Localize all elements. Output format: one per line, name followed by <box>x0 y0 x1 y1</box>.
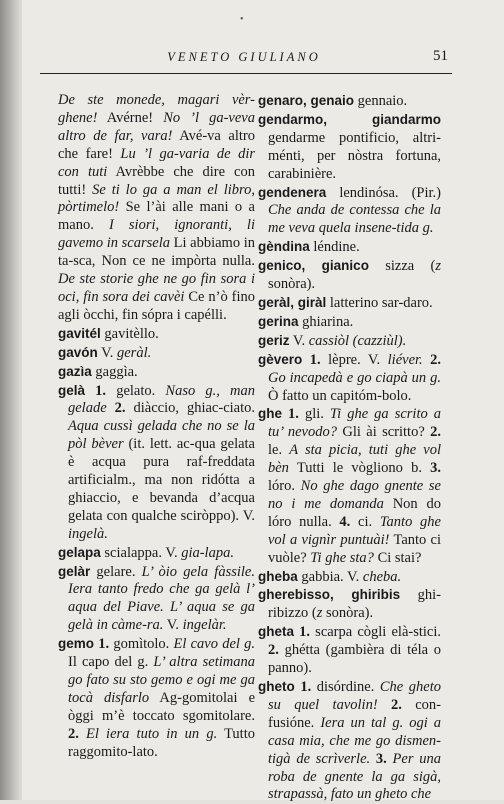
dictionary-entry <box>58 344 255 363</box>
definition-text: Il capo del g. <box>68 654 154 671</box>
headword: gemo <box>58 636 95 652</box>
italic-example: El cavo del g. <box>173 636 255 653</box>
sense-number: 3. <box>375 750 387 767</box>
dictionary-entry <box>258 92 441 111</box>
page-header <box>40 48 448 70</box>
definition-text <box>85 383 95 399</box>
definition-text: sonòra). <box>268 276 316 293</box>
headword: gavitél <box>58 325 101 341</box>
headword: gavón <box>58 344 98 360</box>
italic-example: El iera tuto in un g. <box>86 725 218 742</box>
sense-number: 2. <box>391 696 402 713</box>
sense-number: 2. <box>430 351 442 368</box>
definition-text: lèpre. V. <box>320 351 388 368</box>
definition-text: gomìtolo. <box>109 636 174 653</box>
italic-example: z <box>316 605 323 622</box>
left-column <box>58 92 255 762</box>
sense-number: 2. <box>68 725 79 742</box>
headword: gherebisso, ghiribis <box>258 587 401 603</box>
italic-example: A sta picia, tuti ghe vol bèn <box>268 442 442 477</box>
headword: gazìa <box>58 363 92 379</box>
italic-example: De ste monede, magari vèr-ghene! <box>58 92 255 126</box>
definition-text: gabbia. V. <box>297 568 363 585</box>
definition-text: gendarme pontificio, altri-ménti, per nòstra fortuna, carabinière. <box>268 129 441 182</box>
italic-example: Che gheto su quel tavolin! <box>268 679 442 713</box>
definition-text: latterino sar-daro. <box>326 294 433 311</box>
italic-example: No ’l ga-veva altro de far, vara! <box>58 109 255 144</box>
definition-text: le. <box>268 442 290 459</box>
headword: gèndina <box>258 239 310 255</box>
italic-example: L’ òio gela fàssile. Iera tanto fredo che ga gelà l’ aqua del Piave. L’ aqua se ga gelà in càme-ra. <box>68 563 255 634</box>
italic-example: Naso g., man gelade <box>68 382 255 417</box>
definition-text: sizza ( <box>368 258 436 275</box>
sense-number: 1. <box>95 382 107 399</box>
headword: genico, gianico <box>258 258 369 274</box>
headword: genaro, genaio <box>258 93 355 108</box>
italic-example: Tanto ghe vol a vignìr puntuài! <box>268 513 441 548</box>
italic-example: Go incapedà e go ciapà un g. <box>268 369 441 386</box>
right-column <box>258 92 441 804</box>
headword: gelapa <box>58 544 101 560</box>
headword: gheto <box>258 679 295 694</box>
dictionary-entry <box>258 313 441 332</box>
dictionary-entry <box>258 568 441 587</box>
definition-text: ghétta (gambièra di téla o panno). <box>268 642 441 677</box>
dictionary-entry <box>258 623 441 678</box>
italic-example: z <box>435 258 441 275</box>
dictionary-entry <box>258 351 441 406</box>
sense-number: 1. <box>288 406 299 423</box>
definition-text: V. <box>163 617 183 634</box>
sense-number: 2. <box>268 642 279 659</box>
dictionary-entry <box>258 184 441 239</box>
italic-example: gia-lapa. <box>181 544 234 561</box>
definition-text: disórdine. <box>311 679 380 695</box>
headword: ghe <box>258 406 283 422</box>
definition-text: Tutto raggomito-lato. <box>68 725 255 760</box>
dictionary-entry <box>258 586 441 623</box>
dictionary-entry <box>258 332 441 351</box>
definition-text <box>107 400 115 416</box>
definition-text: Ò fatto un capitóm-bolo. <box>268 387 412 404</box>
dictionary-entry <box>258 294 441 313</box>
headword: gheba <box>258 568 298 584</box>
italic-example: cassiòl (cazziùl). <box>308 332 407 349</box>
italic-example: liéver. <box>387 351 423 368</box>
italic-example: Che anda de contessa che la me veva quela insene-tida g. <box>268 202 441 237</box>
definition-text: Li abbiamo in ta-sca, Non ce ne impòrta nulla. <box>58 235 255 270</box>
running-title: VENETO GIULIANO <box>167 50 321 64</box>
headword: geriz <box>258 332 290 348</box>
italic-example: ingelà. <box>68 525 108 542</box>
definition-text: scarpa cògli elà-stici. <box>310 624 441 641</box>
definition-text: gennaio. <box>354 93 408 109</box>
definition-text: (it. lett. ac-qua gelata è acqua pura raf-freddata artificialm., ma non ridótta a ghiaccio, e bevanda d’acqua gelata con qualche sciròppo). V. <box>68 436 255 524</box>
definition-text: V. <box>97 344 117 361</box>
sense-number: 1. <box>299 624 311 641</box>
definition-text: Avérne! <box>97 109 164 126</box>
italic-example: I siori, ignoranti, li gavemo in scarsela <box>58 217 255 252</box>
dictionary-entry <box>58 325 255 344</box>
definition-text: Avrèbbe che dire con tutti! <box>58 163 255 198</box>
definition-text: ghi-ribizzo ( <box>268 587 442 622</box>
definition-text: diàccio, ghiac-ciato. <box>125 400 255 417</box>
sense-number: 4. <box>339 513 351 530</box>
definition-text: Ag-gomitolai e òggi m’è toccato sgomitolare. <box>68 689 255 724</box>
book-spine-shadow <box>0 0 22 800</box>
italic-example: Iera un tal g. ogi a casa mia, che me go dismen-tigà de scrìverle. <box>268 714 441 767</box>
continued-paragraph <box>58 92 255 325</box>
headword: gendenera <box>258 184 327 200</box>
definition-text: V. <box>289 332 309 349</box>
italic-example: ingelàr. <box>182 617 227 634</box>
definition-text: Non do lóro nulla. <box>268 495 441 530</box>
definition-text: gli. <box>298 406 330 423</box>
sense-number: 2. <box>430 424 442 441</box>
definition-text: con-fusióne. <box>268 696 442 731</box>
definition-text: léndine. <box>309 239 360 256</box>
definition-text: scialappa. V. <box>100 544 182 561</box>
definition-text: Tanto ci vuòle? <box>268 531 441 566</box>
definition-text: gelato. <box>106 382 166 399</box>
headword: geràl, giràl <box>258 294 327 310</box>
sense-number: 1. <box>309 351 321 368</box>
definition-text: ci. <box>350 513 380 530</box>
headword: gèvero <box>258 351 303 367</box>
italic-example: L’ altra setimana go fato su sto gemo e ogi me ga tocà disfarlo <box>68 654 255 706</box>
sense-number: 1. <box>98 636 110 653</box>
dictionary-entry <box>58 363 255 382</box>
headword: gelà <box>58 382 86 398</box>
definition-text: lendinósa. (Pir.) <box>326 184 441 201</box>
definition-text <box>378 697 391 713</box>
definition-text: Ci stai? <box>373 549 422 566</box>
sense-number: 3. <box>430 460 441 477</box>
definition-text: gavitèllo. <box>100 325 159 342</box>
sense-number: 2. <box>114 400 126 417</box>
dictionary-entry <box>58 382 255 544</box>
italic-example: No ghe dago gnente se no i me domanda <box>268 478 441 512</box>
definition-text: Ce n’ò fino agli òcchi, fin sópra i capélli. <box>58 288 256 323</box>
headword: gerina <box>258 313 299 329</box>
definition-text: gelare. <box>90 563 142 580</box>
definition-text <box>79 726 86 742</box>
definition-text: lóro. <box>268 478 301 495</box>
italic-example: De ste storie ghe ne go fin sora i oci, fin sora dei cavèi <box>58 271 255 305</box>
definition-text: gaggìa. <box>91 363 138 380</box>
headword: gelàr <box>58 563 91 579</box>
italic-example: Per una roba de gnente la ga sigà, strapassà, fato un gheto che <box>268 750 441 803</box>
sense-number: 1. <box>300 679 312 695</box>
dictionary-entry <box>258 257 441 294</box>
definition-text: Avé-va altro che fare! <box>58 127 255 162</box>
definition-text <box>302 352 309 368</box>
italic-example: Lu ’l ga-varia de dir con tuti <box>58 145 256 180</box>
dictionary-entry <box>258 238 441 257</box>
definition-text: Se l’ài alle mani o a mano. <box>58 199 255 234</box>
dictionary-entry <box>258 111 441 184</box>
headword: gendarmo, giandarmo <box>258 111 441 127</box>
dictionary-entry <box>58 563 255 636</box>
header-rule <box>40 73 452 74</box>
definition-text: Gli ài scritto? <box>337 424 431 441</box>
italic-example: Aqua cussì gelada che no se la pòl bèver <box>68 418 255 453</box>
dictionary-entry <box>58 544 255 563</box>
italic-example: Ti ghe sta? <box>310 549 374 566</box>
definition-text: Tutti le vògliono b. <box>288 460 431 477</box>
italic-example: cheba. <box>362 568 402 585</box>
headword: gheta <box>258 624 295 640</box>
dictionary-entry <box>258 405 441 567</box>
italic-example: geràl. <box>116 344 152 361</box>
dictionary-entry <box>58 635 255 761</box>
page-number: 51 <box>433 48 448 64</box>
definition-text: sonòra). <box>322 605 374 622</box>
dictionary-entry <box>258 678 441 804</box>
italic-example: Ti ghe ga scrito a tu’ nevodo? <box>268 406 442 441</box>
italic-example: Se ti lo ga a man el libro, pòrtimelo! <box>58 181 255 216</box>
definition-text: ghiarina. <box>298 313 354 330</box>
page-mark: • <box>240 14 244 25</box>
